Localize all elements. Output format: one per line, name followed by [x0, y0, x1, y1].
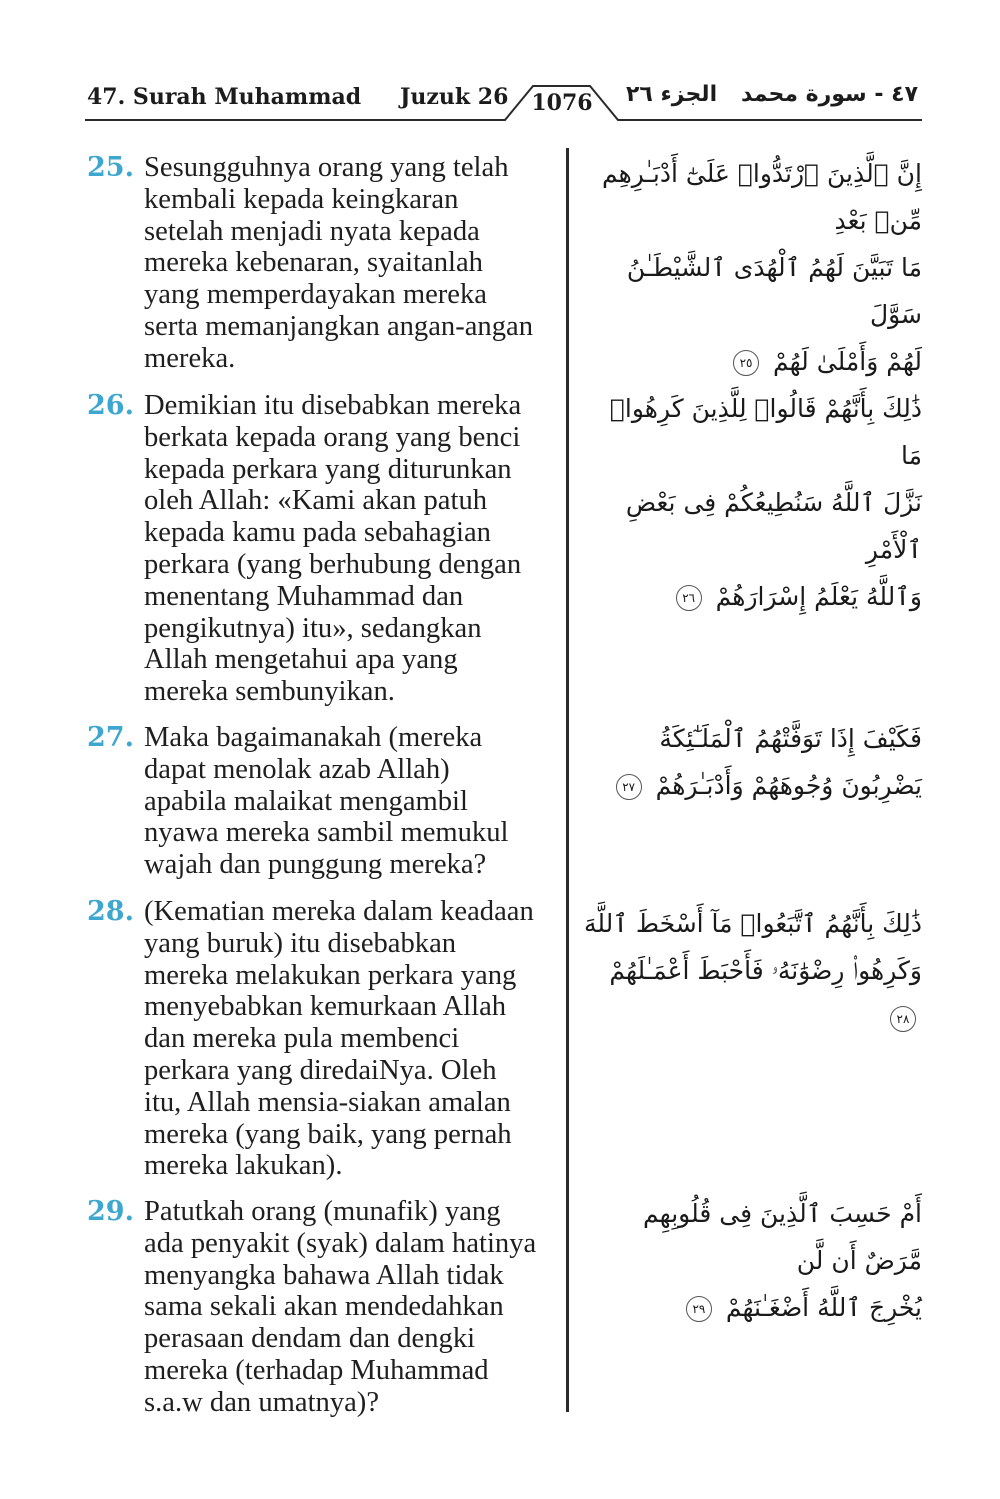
- verse-arabic: [582, 1190, 922, 1331]
- verse-translation: [87, 1196, 562, 1419]
- verse-end-marker: ٢٦: [676, 585, 702, 611]
- verse-end-marker: ٢٥: [733, 350, 759, 376]
- verse-arabic: [582, 150, 922, 385]
- page-number: 1076: [531, 90, 593, 116]
- verse-number: 25.: [87, 152, 134, 183]
- juzuk-label: Juzuk 26: [400, 84, 509, 110]
- verse-text: Maka bagaimanakah (mereka dapat menolak azab Allah) apabila malaikat mengambil nyawa mereka sambil memukul wajah dan punggung mereka?: [144, 722, 509, 881]
- verse-text: Patutkah orang (munafik) yang ada penyakit (syak) dalam hatinya menyangka bahawa Allah tidak sama sekali akan mendedahkan perasaan dendam dan dengki mereka (terhadap Muhammad s.a.w dan umatnya)?: [144, 1196, 537, 1418]
- verse-translation: [87, 896, 562, 1182]
- column-divider: [566, 148, 569, 1412]
- verse-number: 27.: [87, 722, 134, 753]
- verse-arabic: [582, 385, 922, 620]
- verse-text: Demikian itu disebabkan mereka berkata kepada orang yang benci kepada perkara yang diturunkan oleh Allah: «Kami akan patuh kepada kamu pada sebahagian perkara (yang berhubung dengan menentang Muhammad dan pengikutnya) itu», sedangkan Allah mengetahui apa yang mereka sembunyikan.: [144, 390, 522, 708]
- page-header: [0, 0, 1000, 130]
- verse-end-marker: ٢٩: [686, 1296, 712, 1322]
- arabic-text: ذَٰلِكَ بِأَنَّهُمْ قَالُوا۟ لِلَّذِينَ كَرِهُوا۟ مَا نَزَّلَ ٱللَّهُ سَنُطِيعُكُمْ فِى بَعْضِ ٱلْأَمْرِ وَٱللَّهُ يَعْلَمُ إِسْرَارَهُمْ: [609, 394, 922, 611]
- verse-translation: [87, 152, 562, 375]
- verse-arabic: [582, 900, 922, 1041]
- verse-text: (Kematian mereka dalam keadaan yang buruk) itu disebabkan mereka melakukan perkara yang menyebabkan kemurkaan Allah dan mereka pula membenci perkara yang diredaiNya. Oleh itu, Allah mensia-siakan amalan mereka (yang baik, yang pernah mereka lakukan).: [144, 896, 534, 1182]
- arabic-text: ذَٰلِكَ بِأَنَّهُمُ ٱتَّبَعُوا۟ مَآ أَسْخَطَ ٱللَّهَ وَكَرِهُوا۟ رِضْوَٰنَهُۥ فَأَحْبَطَ أَعْمَـٰلَهُمْ: [583, 909, 922, 985]
- verse-arabic: [582, 715, 922, 809]
- arabic-text: أَمْ حَسِبَ ٱلَّذِينَ فِى قُلُوبِهِم مَّرَضٌ أَن لَّن يُخْرِجَ ٱللَّهُ أَضْغَـٰنَهُمْ: [643, 1199, 922, 1322]
- verse-end-marker: ٢٧: [616, 774, 642, 800]
- arabic-text: فَكَيْفَ إِذَا تَوَفَّتْهُمُ ٱلْمَلَـٰٓئِكَةُ يَضْرِبُونَ وُجُوهَهُمْ وَأَدْبَـٰرَهُمْ: [655, 724, 922, 800]
- surah-name-arabic: ٤٧ - سورة محمد: [741, 82, 918, 107]
- surah-name-latin: 47. Surah Muhammad: [87, 84, 362, 110]
- verse-translation: [87, 722, 562, 881]
- verse-number: 26.: [87, 390, 134, 421]
- juz-arabic: الجزء ٢٦: [626, 82, 718, 107]
- verse-number: 28.: [87, 896, 134, 927]
- verse-translation: [87, 390, 562, 708]
- verse-number: 29.: [87, 1196, 134, 1227]
- arabic-text: إِنَّ ٱلَّذِينَ ٱرْتَدُّوا۟ عَلَىٰٓ أَدْبَـٰرِهِم مِّنۢ بَعْدِ مَا تَبَيَّنَ لَهُمُ ٱلْهُدَى ٱلشَّيْطَـٰنُ سَوَّلَ لَهُمْ وَأَمْلَىٰ لَهُمْ: [601, 159, 922, 376]
- verse-text: Sesungguhnya orang yang telah kembali kepada keingkaran setelah menjadi nyata kepada mereka kebenaran, syaitanlah yang memperdayakan mereka serta memanjangkan angan-angan mereka.: [144, 152, 534, 374]
- header-rule-with-page-tab: [0, 0, 1000, 130]
- verse-end-marker: ٢٨: [890, 1006, 916, 1032]
